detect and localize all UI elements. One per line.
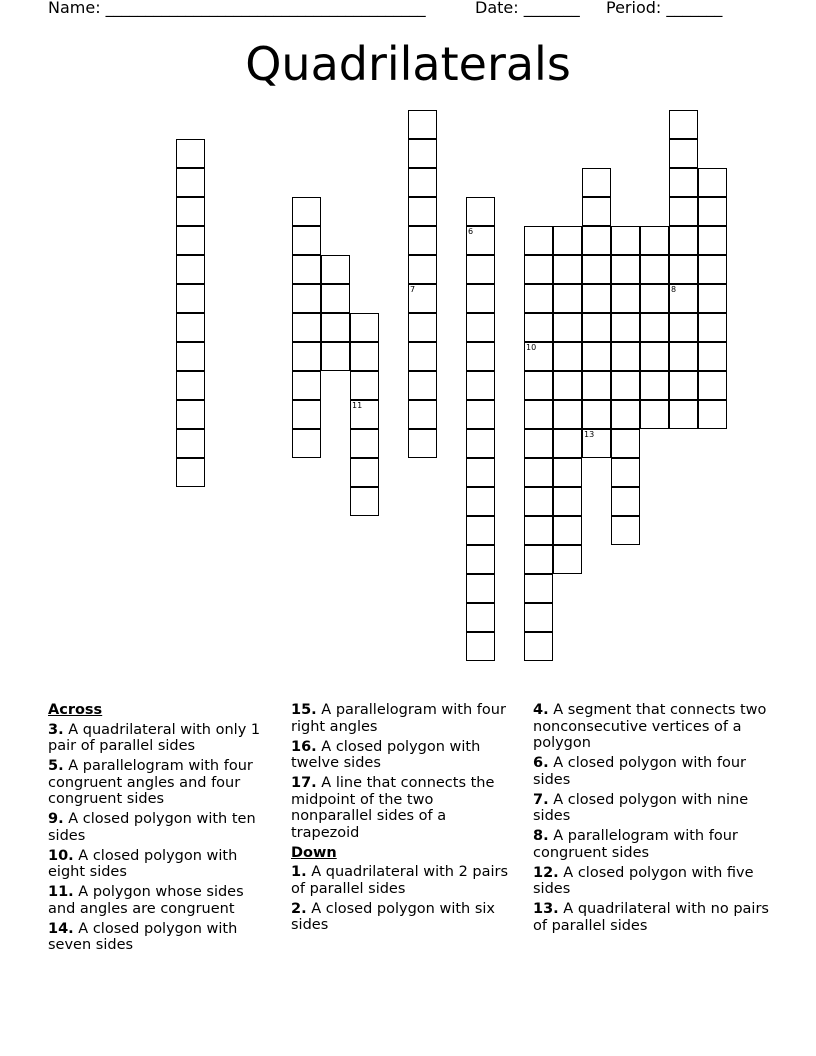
grid-cell[interactable] (524, 487, 553, 516)
grid-cell[interactable] (466, 255, 495, 284)
grid-cell[interactable] (466, 458, 495, 487)
clue-number: 11 (352, 401, 363, 410)
grid-cell[interactable] (176, 313, 205, 342)
grid-cell[interactable] (524, 516, 553, 545)
grid-cell[interactable] (553, 313, 582, 342)
grid-cell[interactable] (698, 168, 727, 197)
grid-cell[interactable] (524, 342, 553, 371)
clues-column-1 (48, 702, 273, 957)
clue-down-2: 2. A closed polygon with six sides (291, 900, 496, 933)
grid-cell[interactable] (698, 226, 727, 255)
grid-cell[interactable] (553, 342, 582, 371)
grid-cell[interactable] (553, 255, 582, 284)
grid-cell[interactable] (176, 400, 205, 429)
grid-cell[interactable] (611, 255, 640, 284)
grid-cell[interactable] (582, 400, 611, 429)
clue-down-13: 13. A quadrilateral with no pairs of parallel sides (533, 901, 769, 934)
grid-cell[interactable] (553, 516, 582, 545)
grid-cell[interactable] (582, 371, 611, 400)
grid-cell[interactable] (553, 284, 582, 313)
grid-cell[interactable] (292, 400, 321, 429)
grid-cell[interactable] (408, 429, 437, 458)
grid-cell[interactable] (669, 197, 698, 226)
grid-cell[interactable] (553, 487, 582, 516)
grid-cell[interactable] (350, 371, 379, 400)
grid-cell[interactable] (582, 342, 611, 371)
grid-cell[interactable] (350, 342, 379, 371)
grid-cell[interactable] (176, 139, 205, 168)
grid-cell[interactable] (466, 545, 495, 574)
clue-number: 13 (584, 430, 595, 439)
clue-across-14: 14. A closed polygon with seven sides (48, 920, 238, 953)
grid-cell[interactable] (408, 255, 437, 284)
grid-cell[interactable] (640, 313, 669, 342)
grid-cell[interactable] (292, 226, 321, 255)
clue-across-11: 11. A polygon whose sides and angles are congruent (48, 884, 244, 917)
grid-cell[interactable] (582, 429, 611, 458)
grid-cell[interactable] (669, 139, 698, 168)
grid-cell[interactable] (611, 400, 640, 429)
grid-cell[interactable] (321, 255, 350, 284)
clue-across-9: 9. A closed polygon with ten sides (48, 811, 256, 844)
grid-cell[interactable] (466, 197, 495, 226)
grid-cell[interactable] (698, 400, 727, 429)
grid-cell[interactable] (466, 226, 495, 255)
grid-cell[interactable] (611, 284, 640, 313)
grid-cell[interactable] (408, 400, 437, 429)
grid-cell[interactable] (350, 400, 379, 429)
grid-cell[interactable] (582, 284, 611, 313)
grid-cell[interactable] (553, 400, 582, 429)
grid-cell[interactable] (321, 342, 350, 371)
grid-cell[interactable] (611, 313, 640, 342)
grid-cell[interactable] (176, 429, 205, 458)
page-title: Quadrilaterals (245, 37, 571, 91)
grid-cell[interactable] (350, 487, 379, 516)
grid-cell[interactable] (669, 226, 698, 255)
grid-cell[interactable] (408, 139, 437, 168)
grid-cell[interactable] (408, 226, 437, 255)
grid-cell[interactable] (553, 545, 582, 574)
grid-cell[interactable] (524, 632, 553, 661)
grid-cell[interactable] (176, 458, 205, 487)
grid-cell[interactable] (669, 284, 698, 313)
grid-cell[interactable] (292, 284, 321, 313)
clue-down-12: 12. A closed polygon with five sides (533, 864, 754, 897)
grid-cell[interactable] (466, 400, 495, 429)
grid-cell[interactable] (524, 458, 553, 487)
grid-cell[interactable] (553, 226, 582, 255)
grid-cell[interactable] (582, 313, 611, 342)
grid-cell[interactable] (524, 545, 553, 574)
grid-cell[interactable] (321, 284, 350, 313)
clues-column-2 (291, 702, 519, 937)
grid-cell[interactable] (408, 284, 437, 313)
clue-across-16: 16. A closed polygon with twelve sides (291, 738, 481, 771)
grid-cell[interactable] (350, 458, 379, 487)
clue-down-7: 7. A closed polygon with nine sides (533, 791, 749, 824)
grid-cell[interactable] (466, 371, 495, 400)
grid-cell[interactable] (292, 342, 321, 371)
grid-cell[interactable] (553, 429, 582, 458)
clue-down-4: 4. A segment that connects two nonconsecutive vertices of a polygon (533, 702, 767, 751)
clue-number: 6 (468, 227, 474, 236)
grid-cell[interactable] (466, 603, 495, 632)
grid-cell[interactable] (640, 342, 669, 371)
grid-cell[interactable] (611, 487, 640, 516)
name-line[interactable]: Name: ________________________________________ (48, 0, 426, 17)
grid-cell[interactable] (292, 429, 321, 458)
grid-cell[interactable] (611, 371, 640, 400)
grid-cell[interactable] (698, 313, 727, 342)
grid-cell[interactable] (669, 168, 698, 197)
grid-cell[interactable] (466, 632, 495, 661)
grid-cell[interactable] (408, 168, 437, 197)
grid-cell[interactable] (582, 197, 611, 226)
grid-cell[interactable] (669, 342, 698, 371)
grid-cell[interactable] (611, 226, 640, 255)
grid-cell[interactable] (640, 371, 669, 400)
grid-cell[interactable] (466, 574, 495, 603)
grid-cell[interactable] (321, 313, 350, 342)
grid-cell[interactable] (408, 313, 437, 342)
grid-cell[interactable] (611, 342, 640, 371)
grid-cell[interactable] (524, 400, 553, 429)
grid-cell[interactable] (698, 197, 727, 226)
grid-cell[interactable] (582, 255, 611, 284)
clue-number: 10 (526, 343, 537, 352)
grid-cell[interactable] (408, 197, 437, 226)
grid-cell[interactable] (466, 284, 495, 313)
grid-cell[interactable] (669, 400, 698, 429)
clue-across-10: 10. A closed polygon with eight sides (48, 847, 238, 880)
grid-cell[interactable] (553, 371, 582, 400)
grid-cell[interactable] (466, 313, 495, 342)
grid-cell[interactable] (176, 197, 205, 226)
grid-cell[interactable] (466, 516, 495, 545)
grid-cell[interactable] (524, 371, 553, 400)
grid-cell[interactable] (553, 458, 582, 487)
grid-cell[interactable] (698, 371, 727, 400)
clue-across-17: 17. A line that connects the midpoint of the two nonparallel sides of a trapezoid (291, 775, 495, 841)
grid-cell[interactable] (640, 400, 669, 429)
clue-down-8: 8. A parallelogram with four congruent sides (533, 828, 738, 861)
grid-cell[interactable] (292, 197, 321, 226)
grid-cell[interactable] (350, 429, 379, 458)
grid-cell[interactable] (176, 284, 205, 313)
clue-across-3: 3. A quadrilateral with only 1 pair of parallel sides (48, 721, 261, 754)
clues-column-3 (533, 702, 773, 938)
grid-cell[interactable] (611, 516, 640, 545)
grid-cell[interactable] (176, 226, 205, 255)
grid-cell[interactable] (292, 371, 321, 400)
grid-cell[interactable] (524, 284, 553, 313)
down-heading: Down (291, 844, 337, 861)
grid-cell[interactable] (408, 110, 437, 139)
grid-cell[interactable] (524, 226, 553, 255)
grid-cell[interactable] (582, 168, 611, 197)
grid-cell[interactable] (524, 603, 553, 632)
grid-cell[interactable] (669, 110, 698, 139)
period-line[interactable]: Period: _______ (606, 0, 723, 17)
grid-cell[interactable] (698, 342, 727, 371)
grid-cell[interactable] (611, 458, 640, 487)
grid-cell[interactable] (611, 429, 640, 458)
across-heading: Across (48, 702, 103, 718)
grid-cell[interactable] (698, 284, 727, 313)
clue-across-15: 15. A parallelogram with four right angles (291, 702, 506, 735)
grid-cell[interactable] (640, 255, 669, 284)
grid-cell[interactable] (466, 487, 495, 516)
grid-cell[interactable] (698, 255, 727, 284)
grid-cell[interactable] (669, 255, 698, 284)
clue-across-5: 5. A parallelogram with four congruent angles and four congruent sides (48, 758, 253, 807)
clue-down-6: 6. A closed polygon with four sides (533, 755, 746, 788)
grid-cell[interactable] (176, 255, 205, 284)
grid-cell[interactable] (292, 255, 321, 284)
grid-cell[interactable] (408, 371, 437, 400)
clue-number: 8 (671, 285, 677, 294)
grid-cell[interactable] (466, 342, 495, 371)
grid-cell[interactable] (524, 429, 553, 458)
grid-cell[interactable] (524, 574, 553, 603)
grid-cell[interactable] (176, 168, 205, 197)
grid-cell[interactable] (524, 255, 553, 284)
grid-cell[interactable] (582, 226, 611, 255)
grid-cell[interactable] (350, 313, 379, 342)
clue-number: 7 (410, 285, 416, 294)
grid-cell[interactable] (176, 371, 205, 400)
clue-down-1: 1. A quadrilateral with 2 pairs of parallel sides (291, 864, 509, 897)
grid-cell[interactable] (408, 342, 437, 371)
date-line[interactable]: Date: _______ (475, 0, 580, 17)
grid-cell[interactable] (292, 313, 321, 342)
grid-cell[interactable] (640, 226, 669, 255)
grid-cell[interactable] (176, 342, 205, 371)
grid-cell[interactable] (466, 429, 495, 458)
grid-cell[interactable] (524, 313, 553, 342)
grid-cell[interactable] (669, 313, 698, 342)
grid-cell[interactable] (640, 284, 669, 313)
grid-cell[interactable] (669, 371, 698, 400)
